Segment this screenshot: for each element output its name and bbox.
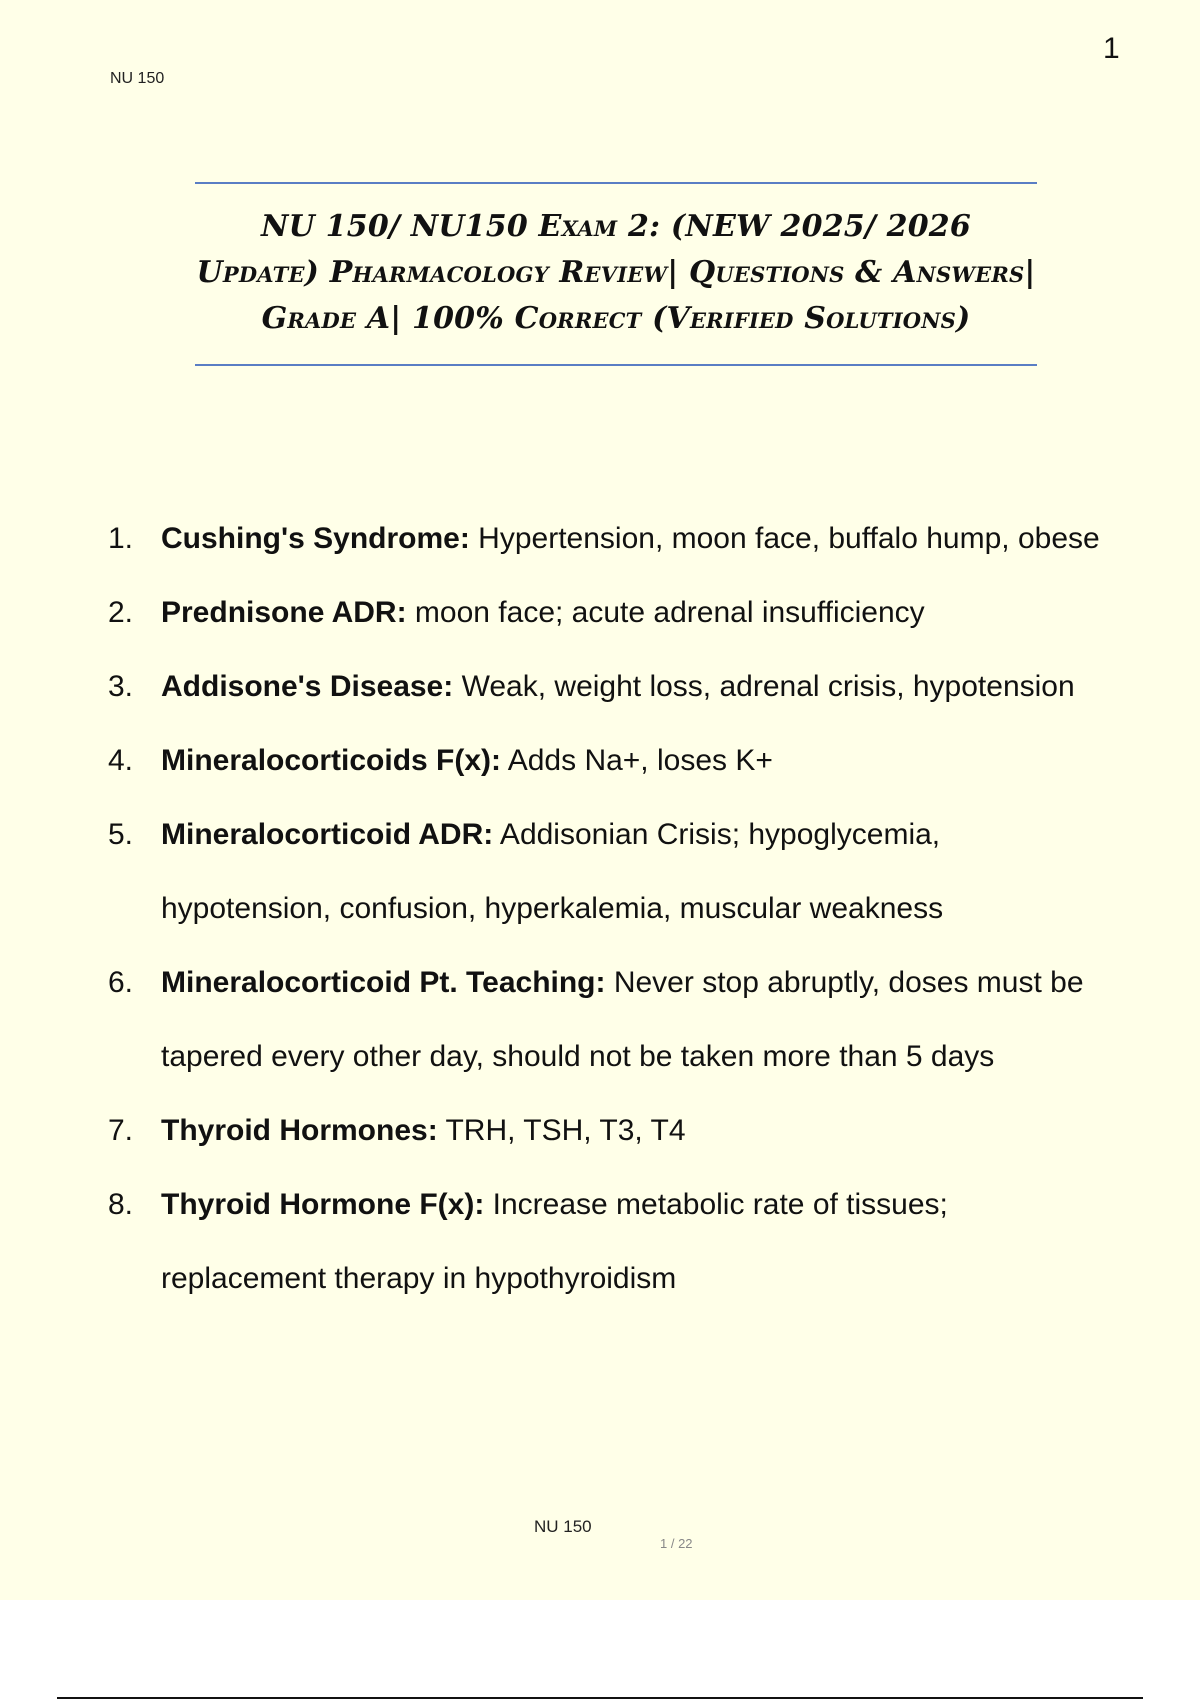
- list-item: [108, 724, 1118, 798]
- item-number: 7.: [108, 1114, 134, 1147]
- list-item: [108, 576, 1118, 650]
- item-term: Mineralocorticoid Pt. Teaching:: [161, 966, 606, 999]
- item-term: Thyroid Hormones:: [161, 1114, 438, 1147]
- qa-list: [108, 502, 1118, 1316]
- header-course-code: NU 150: [110, 70, 165, 87]
- document-title: NU 150/ NU150 Exam 2: (NEW 2025/ 2026 Update) Pharmacology Review| Questions & Answers| Grade A| 100% Correct (Verified Solutions): [196, 209, 1036, 336]
- page-indicator: 1 / 22: [660, 1536, 693, 1551]
- item-number: 2.: [108, 596, 134, 629]
- list-item: [108, 798, 1118, 946]
- item-text: moon face; acute adrenal insufficiency: [406, 596, 925, 629]
- item-term: Thyroid Hormone F(x):: [161, 1188, 485, 1221]
- page-number: 1: [1103, 32, 1120, 65]
- item-number: 1.: [108, 522, 134, 555]
- list-item: [108, 502, 1118, 576]
- item-number: 4.: [108, 744, 134, 777]
- item-number: 8.: [108, 1188, 134, 1221]
- list-item: [108, 1168, 1118, 1316]
- list-item: [108, 946, 1118, 1094]
- title-bottom-rule: [195, 364, 1037, 366]
- item-text: Hypertension, moon face, buffalo hump, obese: [469, 522, 1100, 555]
- item-term: Addisone's Disease:: [161, 670, 454, 703]
- item-text: Weak, weight loss, adrenal crisis, hypotension: [453, 670, 1075, 703]
- item-text: Never stop abruptly, doses must be tapered every other day, should not be taken more than 5 days: [161, 966, 1084, 1073]
- item-term: Mineralocorticoid ADR:: [161, 818, 494, 851]
- item-number: 3.: [108, 670, 134, 703]
- next-page-rule: [57, 1697, 1143, 1699]
- item-term: Mineralocorticoids F(x):: [161, 744, 502, 777]
- item-number: 5.: [108, 818, 134, 851]
- item-text: Adds Na+, loses K+: [501, 744, 773, 777]
- item-text: TRH, TSH, T3, T4: [437, 1114, 686, 1147]
- item-term: Cushing's Syndrome:: [161, 522, 470, 555]
- title-top-rule: [195, 182, 1037, 184]
- item-text: Addisonian Crisis; hypoglycemia, hypotension, confusion, hyperkalemia, muscular weakness: [161, 818, 944, 925]
- list-item: [108, 650, 1118, 724]
- item-number: 6.: [108, 966, 134, 999]
- title-block: [195, 182, 1037, 366]
- footer-course-code: NU 150: [534, 1517, 592, 1536]
- item-text: Increase metabolic rate of tissues; replacement therapy in hypothyroidism: [161, 1188, 948, 1295]
- item-term: Prednisone ADR:: [161, 596, 407, 629]
- list-item: [108, 1094, 1118, 1168]
